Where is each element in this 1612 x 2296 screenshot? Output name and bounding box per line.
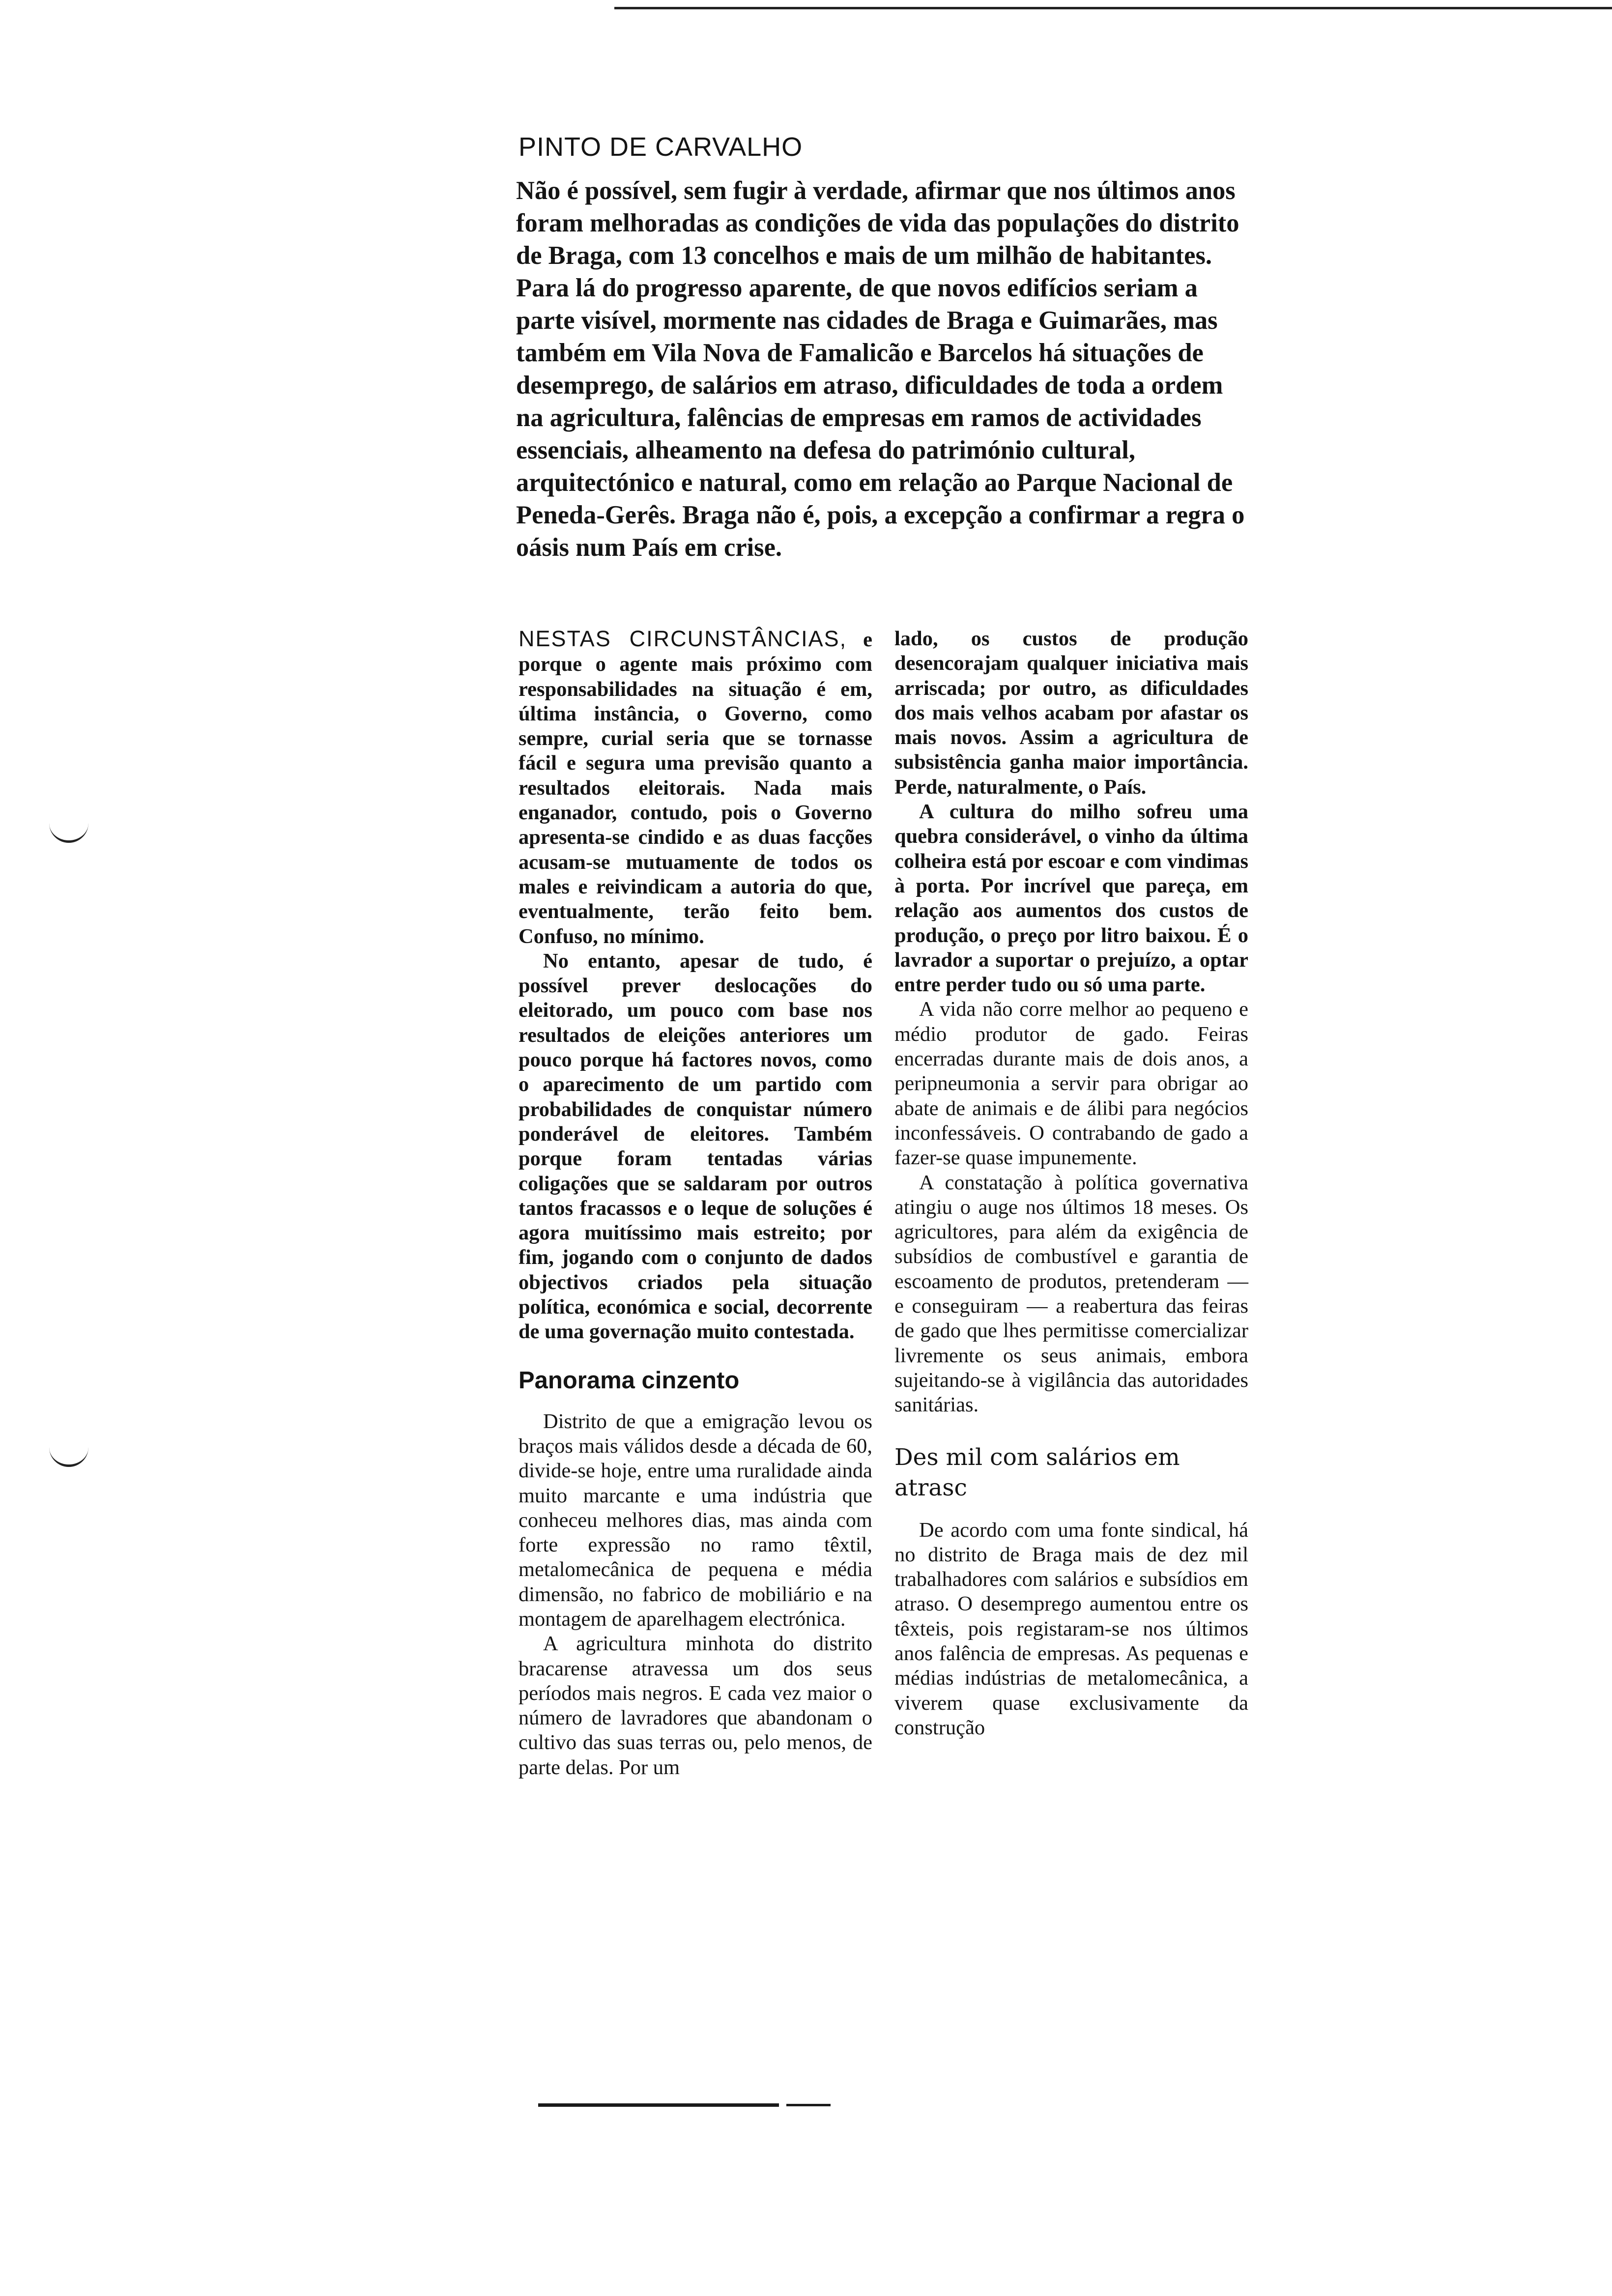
paragraph: A agricultura minhota do distrito bracarense atravessa um dos seus períodos mais negros. E cada vez maior o número de lavradores que abandonam o cultivo das suas terras ou, pelo menos, de parte delas. Por um [518,1632,872,1779]
paragraph: No entanto, apesar de tudo, é possível prever deslocações do eleitorado, um pouco com base nos resultados de eleições anteriores um pouco porque há factores novos, como o aparecimento de um partido com probabilidades de conquistar número ponderável de eleitores. Também porque foram tentadas várias coligações que se saldaram por outros tantos fracassos e o leque de soluções é agora muitíssimo mais estreito; por fim, jogando com o conjunto de dados objectivos criados pela situação política, económica e social, decorrente de uma governação muito contestada. [518,949,872,1344]
margin-mark [49,1445,88,1467]
right-column [894,627,1248,1740]
paragraph: A cultura do milho sofreu uma quebra considerável, o vinho da última colheira está por escoar e com vindimas à porta. Por incrível que pareça, em relação aos aumentos dos custos de produção, o preço por litro baixou. É o lavrador a suportar o prejuízo, a optar entre perder tudo ou só uma parte. [894,800,1248,997]
bottom-rule [786,2104,831,2106]
paragraph: De acordo com uma fonte sindical, há no distrito de Braga mais de dez mil trabalhadores com salários e subsídios em atraso. O desemprego aumentou entre os têxteis, pois registaram-se nos últimos anos falência de empresas. As pequenas e médias indústrias de metalomecânica, a viverem quase exclusivamente da construção [894,1518,1248,1739]
byline: PINTO DE CARVALHO [518,132,803,162]
lead-in: NESTAS CIRCUNSTÂNCIAS, [518,626,847,651]
left-column [518,627,872,1780]
subheading: Panorama cinzento [518,1367,740,1394]
bottom-rule [538,2103,779,2107]
paragraph-text: e porque o agente mais próximo com responsabilidades na situação é em, última instância, o Governo, como sempre, curial seria que se tornasse fácil e segura uma previsão quanto a resultados eleitorais. Nada mais enganador, contudo, pois o Governo apresenta-se cindido e as duas facções acusam-se mutuamente de todos os males e reivindicam a autoria do que, eventualmente, terão feito bem. Confuso, no mínimo. [518,628,872,948]
paragraph: A constatação à política governativa atingiu o auge nos últimos 18 meses. Os agricultores, para além da exigência de subsídios de combustível e garantia de escoamento de produtos, pretenderam — e conseguiram — a reabertura das feiras de gado que lhes permitisse comercializar livremente os seus animais, embora sujeitando-se à vigilância das autoridades sanitárias. [894,1171,1248,1417]
margin-mark [49,821,88,843]
subheading: Des mil com salários em atrasc [894,1443,1180,1501]
paragraph: A vida não corre melhor ao pequeno e médio produtor de gado. Feiras encerradas durante mais de dois anos, a peripneumonia a servir para obrigar ao abate de animais e de álibi para negócios inconfessáveis. O contrabando de gado a fazer-se quase impunemente. [894,998,1248,1170]
paragraph: Distrito de que a emigração levou os braços mais válidos desde a década de 60, divide-se hoje, entre uma ruralidade ainda muito marcante e uma indústria que conheceu melhores dias, mas ainda com forte expressão no ramo têxtil, metalomecânica de pequena e média dimensão, no fabrico de mobiliário e na montagem de aparelhagem electrónica. [518,1409,872,1631]
lead-paragraph: Não é possível, sem fugir à verdade, afirmar que nos últimos anos foram melhoradas as condições de vida das populações do distrito de Braga, com 13 concelhos e mais de um milhão de habitantes. Para lá do progresso aparente, de que novos edifícios seriam a parte visível, mormente nas cidades de Braga e Guimarães, mas também em Vila Nova de Famalicão e Barcelos há situações de desemprego, de salários em atraso, dificuldades de toda a ordem na agricultura, falências de empresas em ramos de actividades essenciais, alheamento na defesa do património cultural, arquitectónico e natural, como em relação ao Parque Nacional de Peneda-Gerês. Braga não é, pois, a excepção a confirmar a regra o oásis num País em crise. [516,176,1245,562]
top-rule [614,7,1612,9]
paragraph: lado, os custos de produção desencorajam qualquer iniciativa mais arriscada; por outro, as dificuldades dos mais velhos acabam por afastar os mais novos. Assim a agricultura de subsistência ganha maior importância. Perde, naturalmente, o País. [894,627,1248,799]
paragraph [518,627,872,949]
